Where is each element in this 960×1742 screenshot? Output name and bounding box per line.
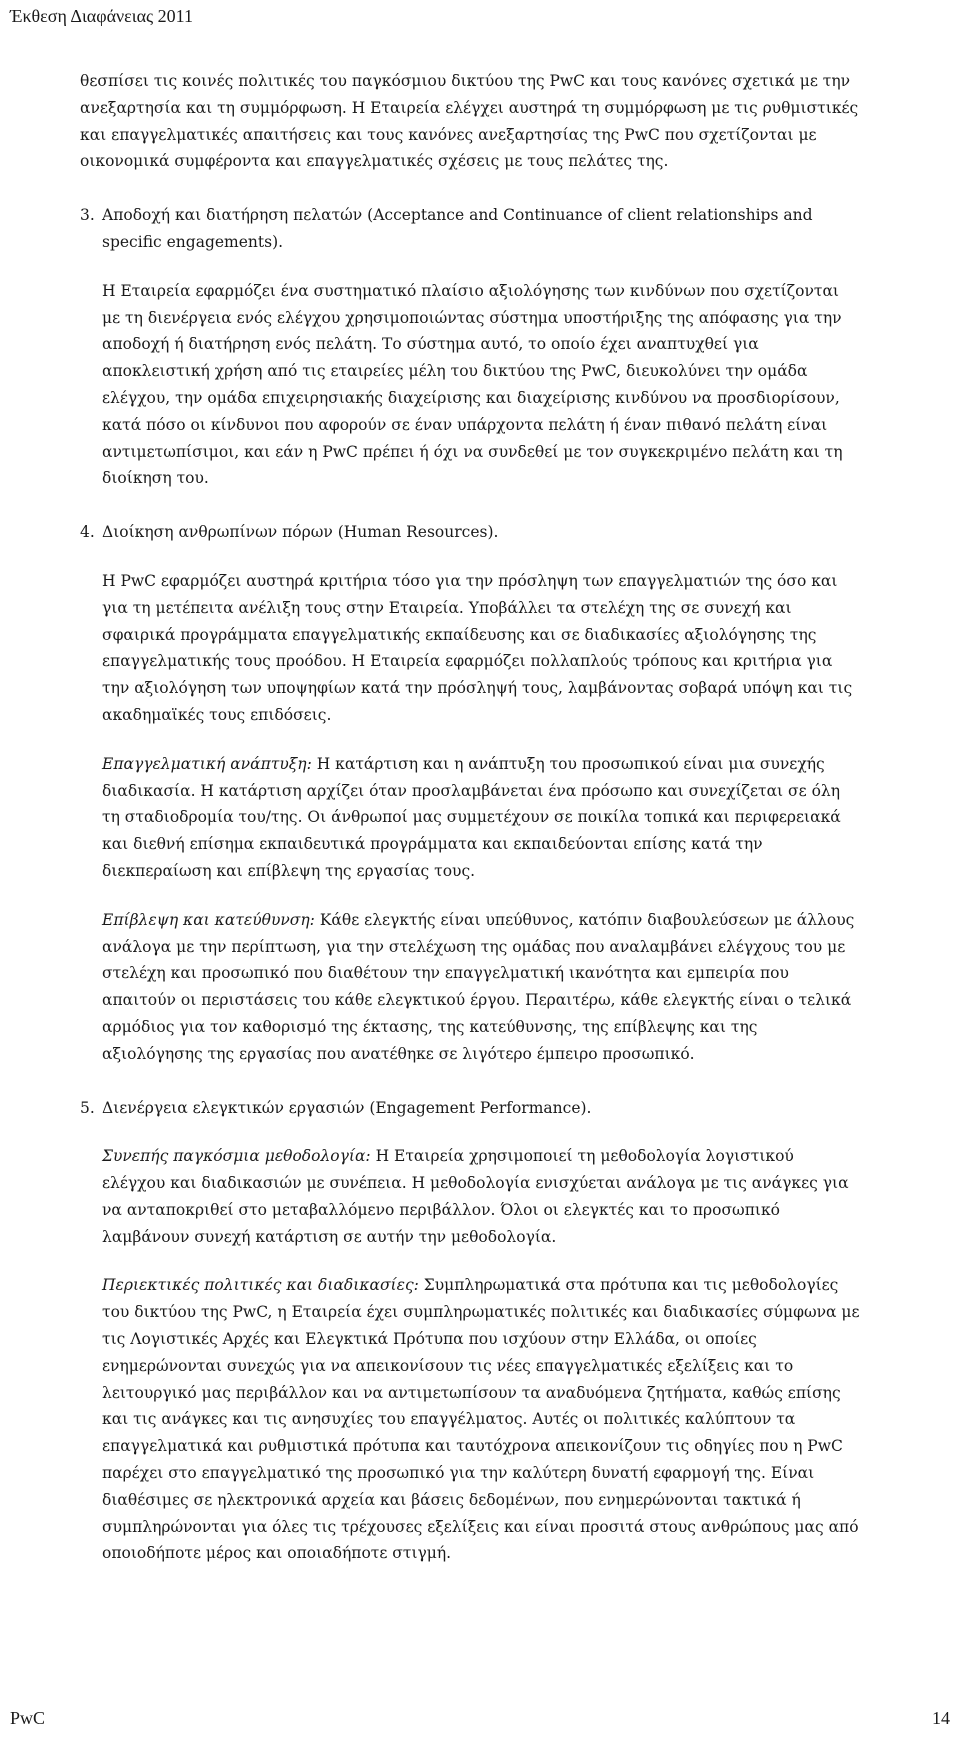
page-header-title: Έκθεση Διαφάνειας 2011	[10, 6, 193, 26]
paragraph	[102, 278, 860, 492]
paragraph-text: Η κατάρτιση και η ανάπτυξη του προσωπικού είναι μια συνεχής διαδικασία. Η κατάρτιση αρχίζει όταν προσλαμβάνεται ένα πρόσωπο και συνεχίζεται σε όλη τη σταδιοδρομία του/της. Οι άνθρωποί μας συμμετέχουν σε ποικίλα τοπικά και περιφερειακά και διεθνή επίσημα εκπαιδευτικά προγράμματα και εκπαιδεύονται επίσης κατά την διεκπεραίωση και επίβλεψη της εργασίας τους.	[102, 754, 841, 880]
section-number: 3.	[80, 206, 95, 225]
paragraph	[102, 568, 860, 729]
section-number: 5.	[80, 1098, 95, 1117]
footer-brand: PwC	[10, 1708, 46, 1728]
paragraph	[102, 907, 860, 1068]
section-3-body	[102, 278, 860, 492]
section-heading: Αποδοχή και διατήρηση πελατών (Acceptance and Continuance of client relationships and specific engagements).	[102, 206, 813, 251]
paragraph-text: Κάθε ελεγκτής είναι υπεύθυνος, κατόπιν διαβουλεύσεων με άλλους ανάλογα με την περίπτωση, για την στελέχωση της ομάδας που αναλαμβάνει ελέγχους του με στελέχη και προσωπικό που διαθέτουν την επαγγελματική ικανότητα και εμπειρία που απαιτούν οι περιστάσεις του κάθε ελεγκτικού έργου. Περαιτέρω, κάθε ελεγκτής είναι ο τελικά αρμόδιος για τον καθορισμό της έκτασης, της κατεύθυνσης, της επίβλεψης και της αξιολόγησης της εργασίας που ανατέθηκε σε λιγότερο έμπειρο προσωπικό.	[102, 910, 855, 1063]
paragraph	[102, 1272, 860, 1567]
paragraph-lead: Περιεκτικές πολιτικές και διαδικασίες:	[102, 1276, 419, 1295]
page-number: 14	[932, 1708, 950, 1728]
section-heading: Διοίκηση ανθρωπίνων πόρων (Human Resources).	[102, 523, 499, 542]
paragraph-text: Η PwC εφαρμόζει αυστηρά κριτήρια τόσο για την πρόσληψη των επαγγελματιών της όσο και για τη μετέπειτα ανέλιξη τους στην Εταιρεία. Υποβάλλει τα στελέχη της σε συνεχή και σφαιρικά προγράμματα επαγγελματικής εκπαίδευσης και σε διαδικασίες αξιολόγησης της επαγγελματικής τους προόδου. Η Εταιρεία εφαρμόζει πολλαπλούς τρόπους και κριτήρια για την αξιολόγηση των υποψηφίων κατά την πρόσληψή τους, λαμβάνοντας σοβαρά υπόψη και τις ακαδημαϊκές τους επιδόσεις.	[102, 571, 853, 724]
paragraph-lead: Επαγγελματική ανάπτυξη:	[102, 754, 312, 773]
section-heading: Διενέργεια ελεγκτικών εργασιών (Engagement Performance).	[102, 1098, 592, 1117]
paragraph-lead: Επίβλεψη και κατεύθυνση:	[102, 910, 315, 929]
section-3	[80, 202, 860, 256]
paragraph-text: Η Εταιρεία εφαρμόζει ένα συστηματικό πλαίσιο αξιολόγησης των κινδύνων που σχετίζονται με τη διενέργεια ενός ελέγχου χρησιμοποιώντας σύστημα υποστήριξης της απόφασης για την αποδοχή ή διατήρηση ενός πελάτη. Το σύστημα αυτό, το οποίο έχει αναπτυχθεί για αποκλειστική χρήση από τις εταιρείες μέλη του δικτύου της PwC, διευκολύνει την ομάδα ελέγχου, την ομάδα επιχειρησιακής διαχείρισης και διαχείρισης κινδύνου να προσδιορίσουν, κατά πόσο οι κίνδυνοι που αφορούν σε έναν υπάρχοντα πελάτη ή έναν πιθανό πελάτη είναι αντιμετωπίσιμοι, και εάν η PwC πρέπει ή όχι να συνδεθεί με τον συγκεκριμένο πελάτη και τη διοίκηση του.	[102, 281, 843, 488]
paragraph-text: Συμπληρωματικά στα πρότυπα και τις μεθοδολογίες του δικτύου της PwC, η Εταιρεία έχει συμπληρωματικές πολιτικές και διαδικασίες σύμφωνα με τις Λογιστικές Αρχές και Ελεγκτικά Πρότυπα που ισχύουν στην Ελλάδα, οι οποίες ενημερώνονται συνεχώς για να απεικονίσουν τις νέες επαγγελματικές εξελίξεις και το λειτουργικό μας περιβάλλον και να αντιμετωπίσουν τα αναδυόμενα ζητήματα, καθώς επίσης και τις ανάγκες και τις ανησυχίες του επαγγέλματος. Αυτές οι πολιτικές καλύπτουν τα επαγγελματικά και ρυθμιστικά πρότυπα και ταυτόχρονα απεικονίζουν τις οδηγίες που η PwC παρέχει στο επαγγελματικό της προσωπικό για την καλύτερη δυνατή εφαρμογή της. Είναι διαθέσιμες σε ηλεκτρονικά αρχεία και βάσεις δεδομένων, που ενημερώνονται τακτικά ή συμπληρώνονται για όλες τις τρέχουσες εξελίξεις και είναι προσιτά στους ανθρώπους μας από οποιοδήποτε μέρος και οποιαδήποτε στιγμή.	[102, 1276, 860, 1563]
paragraph-lead: Συνεπής παγκόσμια μεθοδολογία:	[102, 1147, 371, 1166]
section-5	[80, 1095, 860, 1122]
page-footer	[10, 1708, 950, 1729]
intro-paragraph: θεσπίσει τις κοινές πολιτικές του παγκόσμιου δικτύου της PwC και τους κανόνες σχετικά με την ανεξαρτησία και τη συμμόρφωση. Η Εταιρεία ελέγχει αυστηρά τη συμμόρφωση με τις ρυθμιστικές και επαγγελματικές απαιτήσεις και τους κανόνες ανεξαρτησίας της PwC που σχετίζονται με οικονομικά συμφέροντα και επαγγελματικές σχέσεις με τους πελάτες της.	[80, 72, 859, 171]
section-number: 4.	[80, 523, 95, 542]
paragraph	[102, 751, 860, 885]
section-5-body	[102, 1143, 860, 1567]
document-body	[80, 68, 860, 1567]
section-4	[80, 519, 860, 546]
paragraph	[102, 1143, 860, 1250]
section-4-body	[102, 568, 860, 1068]
paragraph-text: Η Εταιρεία χρησιμοποιεί τη μεθοδολογία λογιστικού ελέγχου και διαδικασιών με συνέπεια. Η μεθοδολογία ενισχύεται ανάλογα με τις ανάγκες για να ανταποκριθεί στο μεταβαλλόμενο περιβάλλον. Όλοι οι ελεγκτές και το προσωπικό λαμβάνουν συνεχή κατάρτιση σε αυτήν την μεθοδολογία.	[102, 1147, 849, 1246]
